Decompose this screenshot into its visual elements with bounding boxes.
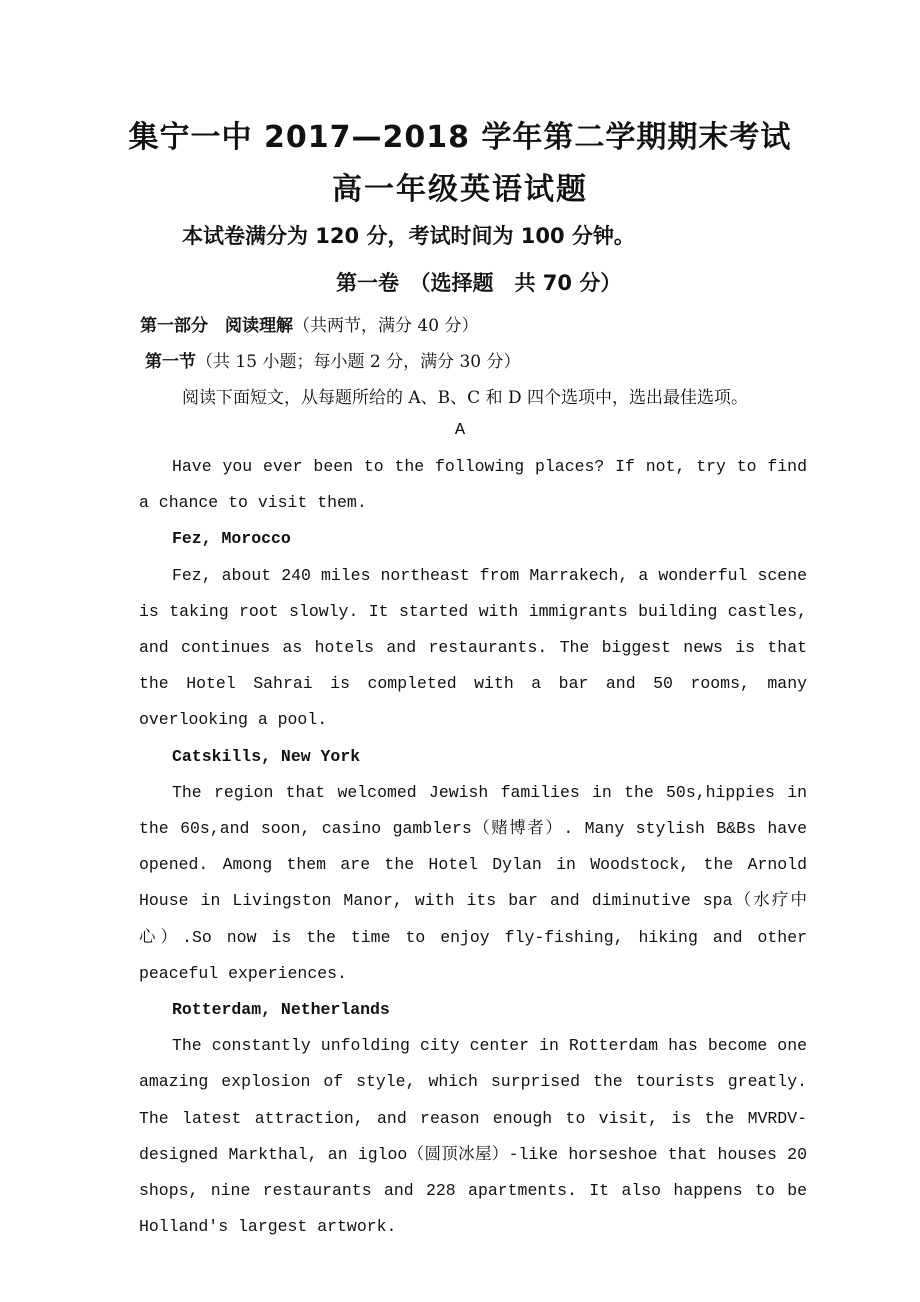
place-heading: Catskills, New York <box>172 746 361 766</box>
section-label: 第一节 <box>145 352 196 372</box>
passage-letter: A <box>454 421 466 440</box>
place-heading: Fez, Morocco <box>172 529 291 549</box>
place-heading: Rotterdam, Netherlands <box>172 1000 390 1020</box>
part-detail: （共两节，满分 40 分） <box>293 316 479 336</box>
part-heading <box>140 311 478 336</box>
part-label: 第一部分 阅读理解 <box>140 316 293 336</box>
place-body: Fez, about 240 miles northeast from Marrakech, a wonderful scene is taking root slowly. It started with immigrants building castles, and continues as hotels and restaurants. The biggest news is that the Hotel Sahrai is completed with a bar and 50 rooms, many overlooking a pool. <box>139 565 807 730</box>
passage-a <box>139 449 807 1245</box>
place-body: The region that welcomed Jewish families in the 50s,hippies in the 60s,and soon, casino gamblers（赌博者）. Many stylish B&Bs have opened. Among them are the Hotel Dylan in Woodstock, the Arnold House in Livingston Manor, with its bar and diminutive spa（水疗中心）.So now is the time to enjoy fly-fishing, hiking and other peaceful experiences. <box>139 782 807 983</box>
exam-subtitle: 高一年级英语试题 <box>332 172 588 207</box>
section-heading <box>145 347 521 372</box>
exam-title: 集宁一中 2017—2018 学年第二学期期末考试 <box>128 120 792 155</box>
exam-info: 本试卷满分为 120 分，考试时间为 100 分钟。 <box>182 224 635 248</box>
instructions: 阅读下面短文，从每题所给的 A、B、C 和 D 四个选项中，选出最佳选项。 <box>182 388 749 408</box>
volume-heading: 第一卷 （选择题 共 70 分） <box>336 271 622 295</box>
place-body: The constantly unfolding city center in Rotterdam has become one amazing explosion of style, which surprised the tourists greatly. The latest attraction, and reason enough to visit, is the MVRDV-designed Markthal, an igloo（圆顶冰屋）-like horseshoe that houses 20 shops, nine restaurants and 228 apartments. It also happens to be Holland's largest artwork. <box>139 1036 807 1237</box>
section-detail: （共 15 小题；每小题 2 分，满分 30 分） <box>196 352 521 372</box>
passage-intro: Have you ever been to the following places? If not, try to find a chance to visit them. <box>139 457 807 513</box>
